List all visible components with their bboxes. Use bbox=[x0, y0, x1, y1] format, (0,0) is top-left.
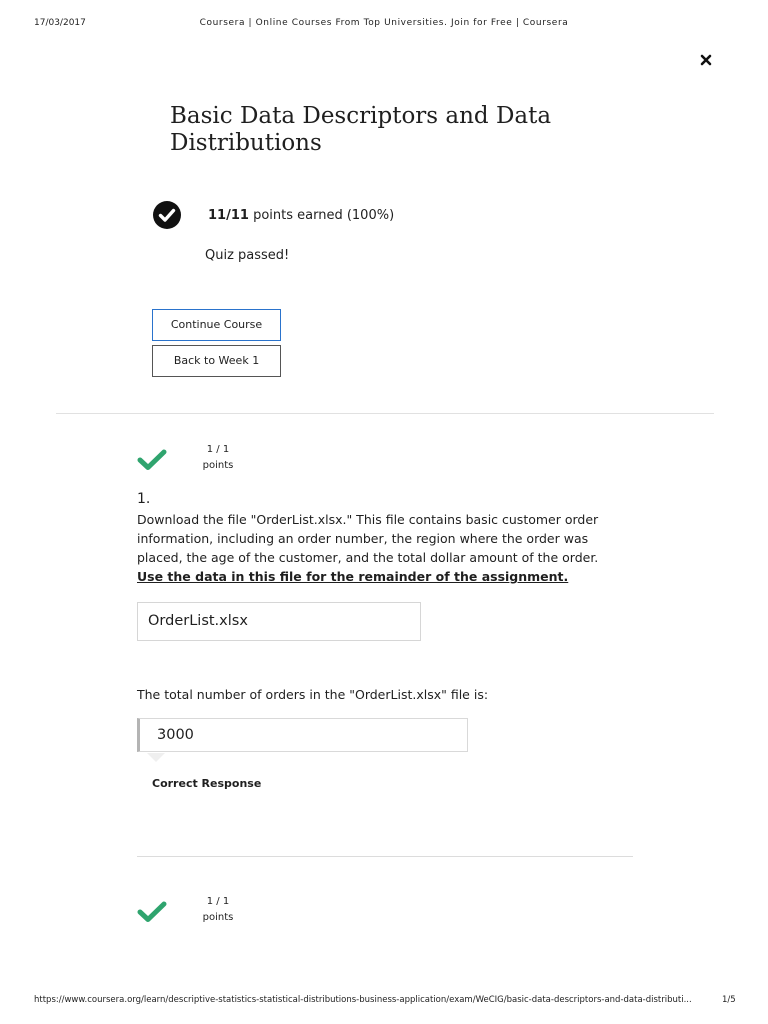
back-to-week-button[interactable]: Back to Week 1 bbox=[152, 345, 281, 377]
points-earned bbox=[208, 208, 394, 223]
quiz-status: Quiz passed! bbox=[205, 248, 290, 263]
question-score bbox=[193, 894, 243, 926]
section-divider bbox=[56, 413, 714, 414]
print-page-number: 1/5 bbox=[722, 995, 736, 1005]
check-icon bbox=[137, 901, 167, 923]
print-date: 17/03/2017 bbox=[34, 18, 86, 28]
question-text bbox=[137, 510, 627, 586]
points-earned-score: 11/11 bbox=[208, 208, 249, 223]
continue-course-button[interactable]: Continue Course bbox=[152, 309, 281, 341]
print-page-title: Coursera | Online Courses From Top Universities. Join for Free | Coursera bbox=[199, 18, 569, 28]
check-icon bbox=[137, 449, 167, 471]
question-number: 1. bbox=[137, 491, 151, 507]
question-emphasis: Use the data in this file for the remainder of the assignment. bbox=[137, 569, 569, 584]
answer-field: 3000 bbox=[137, 718, 468, 752]
feedback-text: Correct Response bbox=[152, 777, 262, 790]
points-earned-percent: points earned (100%) bbox=[248, 208, 395, 223]
close-icon[interactable] bbox=[698, 52, 714, 68]
question-divider bbox=[137, 856, 633, 857]
check-circle-icon bbox=[152, 200, 182, 230]
question-score-unit: points bbox=[202, 912, 234, 923]
question-score-value: 1 / 1 bbox=[206, 896, 230, 907]
file-download-link[interactable]: OrderList.xlsx bbox=[137, 602, 421, 641]
print-page-url: https://www.coursera.org/learn/descriptive-statistics-statistical-distributions-business-application/exam/WeCIG/basic-data-descriptors-and-data-distributi... bbox=[34, 995, 692, 1005]
question-score bbox=[193, 442, 243, 474]
question-score-value: 1 / 1 bbox=[206, 444, 230, 455]
question-body: Download the file "OrderList.xlsx." This file contains basic customer order information, including an order number, the region where the order was placed, the age of the customer, and the total dollar amount of the order. bbox=[137, 512, 599, 565]
quiz-title: Basic Data Descriptors and Data Distributions bbox=[170, 103, 552, 156]
question-score-unit: points bbox=[202, 460, 234, 471]
question-prompt: The total number of orders in the "OrderList.xlsx" file is: bbox=[137, 687, 489, 702]
feedback-pointer bbox=[147, 753, 165, 762]
